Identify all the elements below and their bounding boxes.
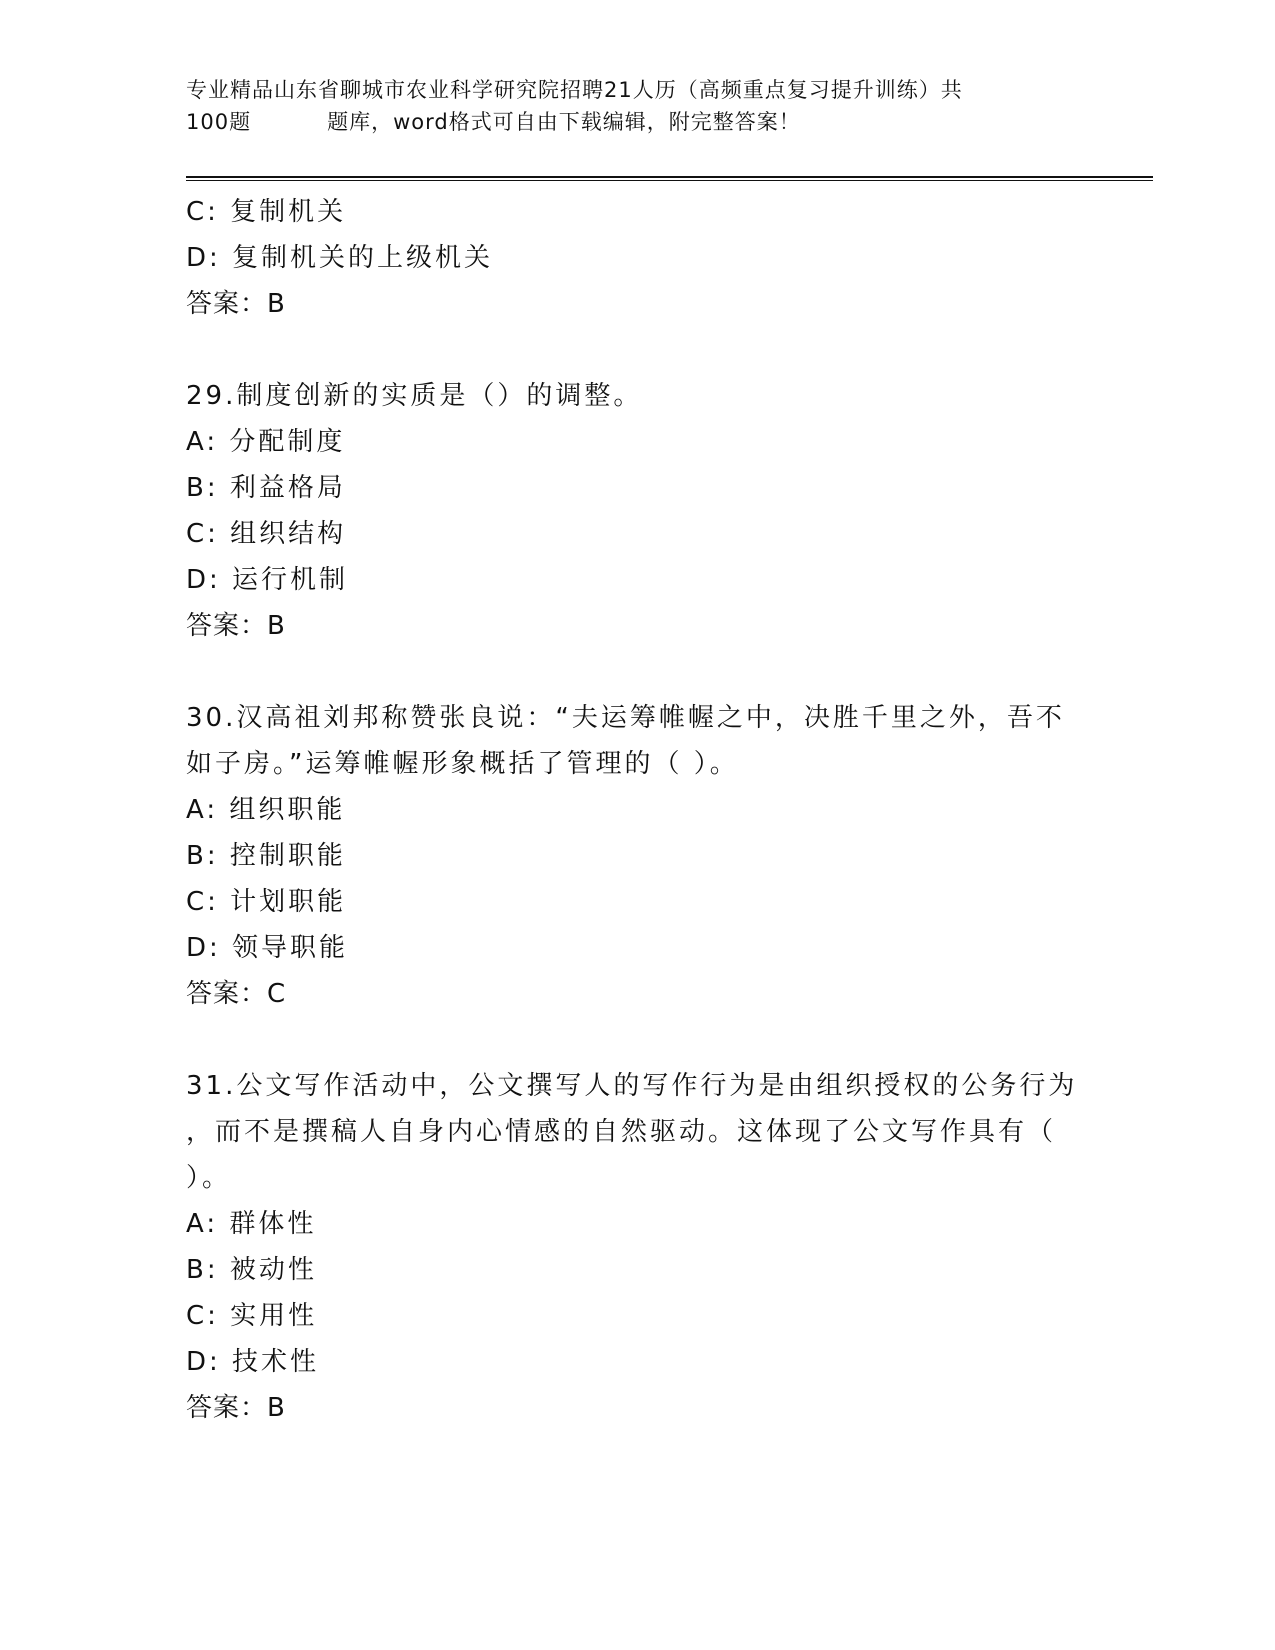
header-rule-thin xyxy=(186,180,1153,181)
header-note: 题库，word格式可自由下载编辑，附完整答案！ xyxy=(327,110,801,134)
option-a: A: 分配制度 xyxy=(186,427,346,457)
option-b: B: 控制职能 xyxy=(186,841,346,871)
header-line-1: 专业精品山东省聊城市农业科学研究院招聘21人历（高频重点复习提升训练）共 xyxy=(186,78,963,102)
question-stem: ）。 xyxy=(186,1163,232,1193)
question-29 xyxy=(186,373,1086,649)
option-c: C: 计划职能 xyxy=(186,887,347,917)
previous-question-tail xyxy=(186,189,1086,327)
answer: 答案：B xyxy=(186,611,286,641)
question-stem: 31.公文写作活动中，公文撰写人的写作行为是由组织授权的公务行为 xyxy=(186,1071,1078,1101)
question-stem: ，而不是撰稿人自身内心情感的自然驱动。这体现了公文写作具有（ xyxy=(186,1117,1057,1147)
option-c: C: 实用性 xyxy=(186,1301,318,1331)
option-d: D: 复制机关的上级机关 xyxy=(186,243,494,273)
option-c: C: 复制机关 xyxy=(186,197,347,227)
option-d: D: 技术性 xyxy=(186,1347,320,1377)
header-line-2 xyxy=(186,106,1086,138)
header-rule-thick xyxy=(186,176,1153,178)
option-b: B: 被动性 xyxy=(186,1255,317,1285)
option-b: B: 利益格局 xyxy=(186,473,346,503)
question-list xyxy=(186,189,1086,1431)
question-stem: 29.制度创新的实质是（）的调整。 xyxy=(186,381,643,411)
question-31 xyxy=(186,1063,1086,1431)
option-d: D: 领导职能 xyxy=(186,933,349,963)
option-c: C: 组织结构 xyxy=(186,519,347,549)
answer: 答案：C xyxy=(186,979,287,1009)
answer: 答案：B xyxy=(186,289,286,319)
question-30 xyxy=(186,695,1086,1017)
answer: 答案：B xyxy=(186,1393,286,1423)
option-d: D: 运行机制 xyxy=(186,565,349,595)
question-stem: 30.汉高祖刘邦称赞张良说：“夫运筹帷幄之中，决胜千里之外，吾不 xyxy=(186,703,1065,733)
header-count: 100题 xyxy=(186,110,252,134)
document-header xyxy=(186,74,1086,138)
option-a: A: 群体性 xyxy=(186,1209,317,1239)
question-stem: 如子房。”运筹帷幄形象概括了管理的（ ）。 xyxy=(186,749,739,779)
option-a: A: 组织职能 xyxy=(186,795,346,825)
